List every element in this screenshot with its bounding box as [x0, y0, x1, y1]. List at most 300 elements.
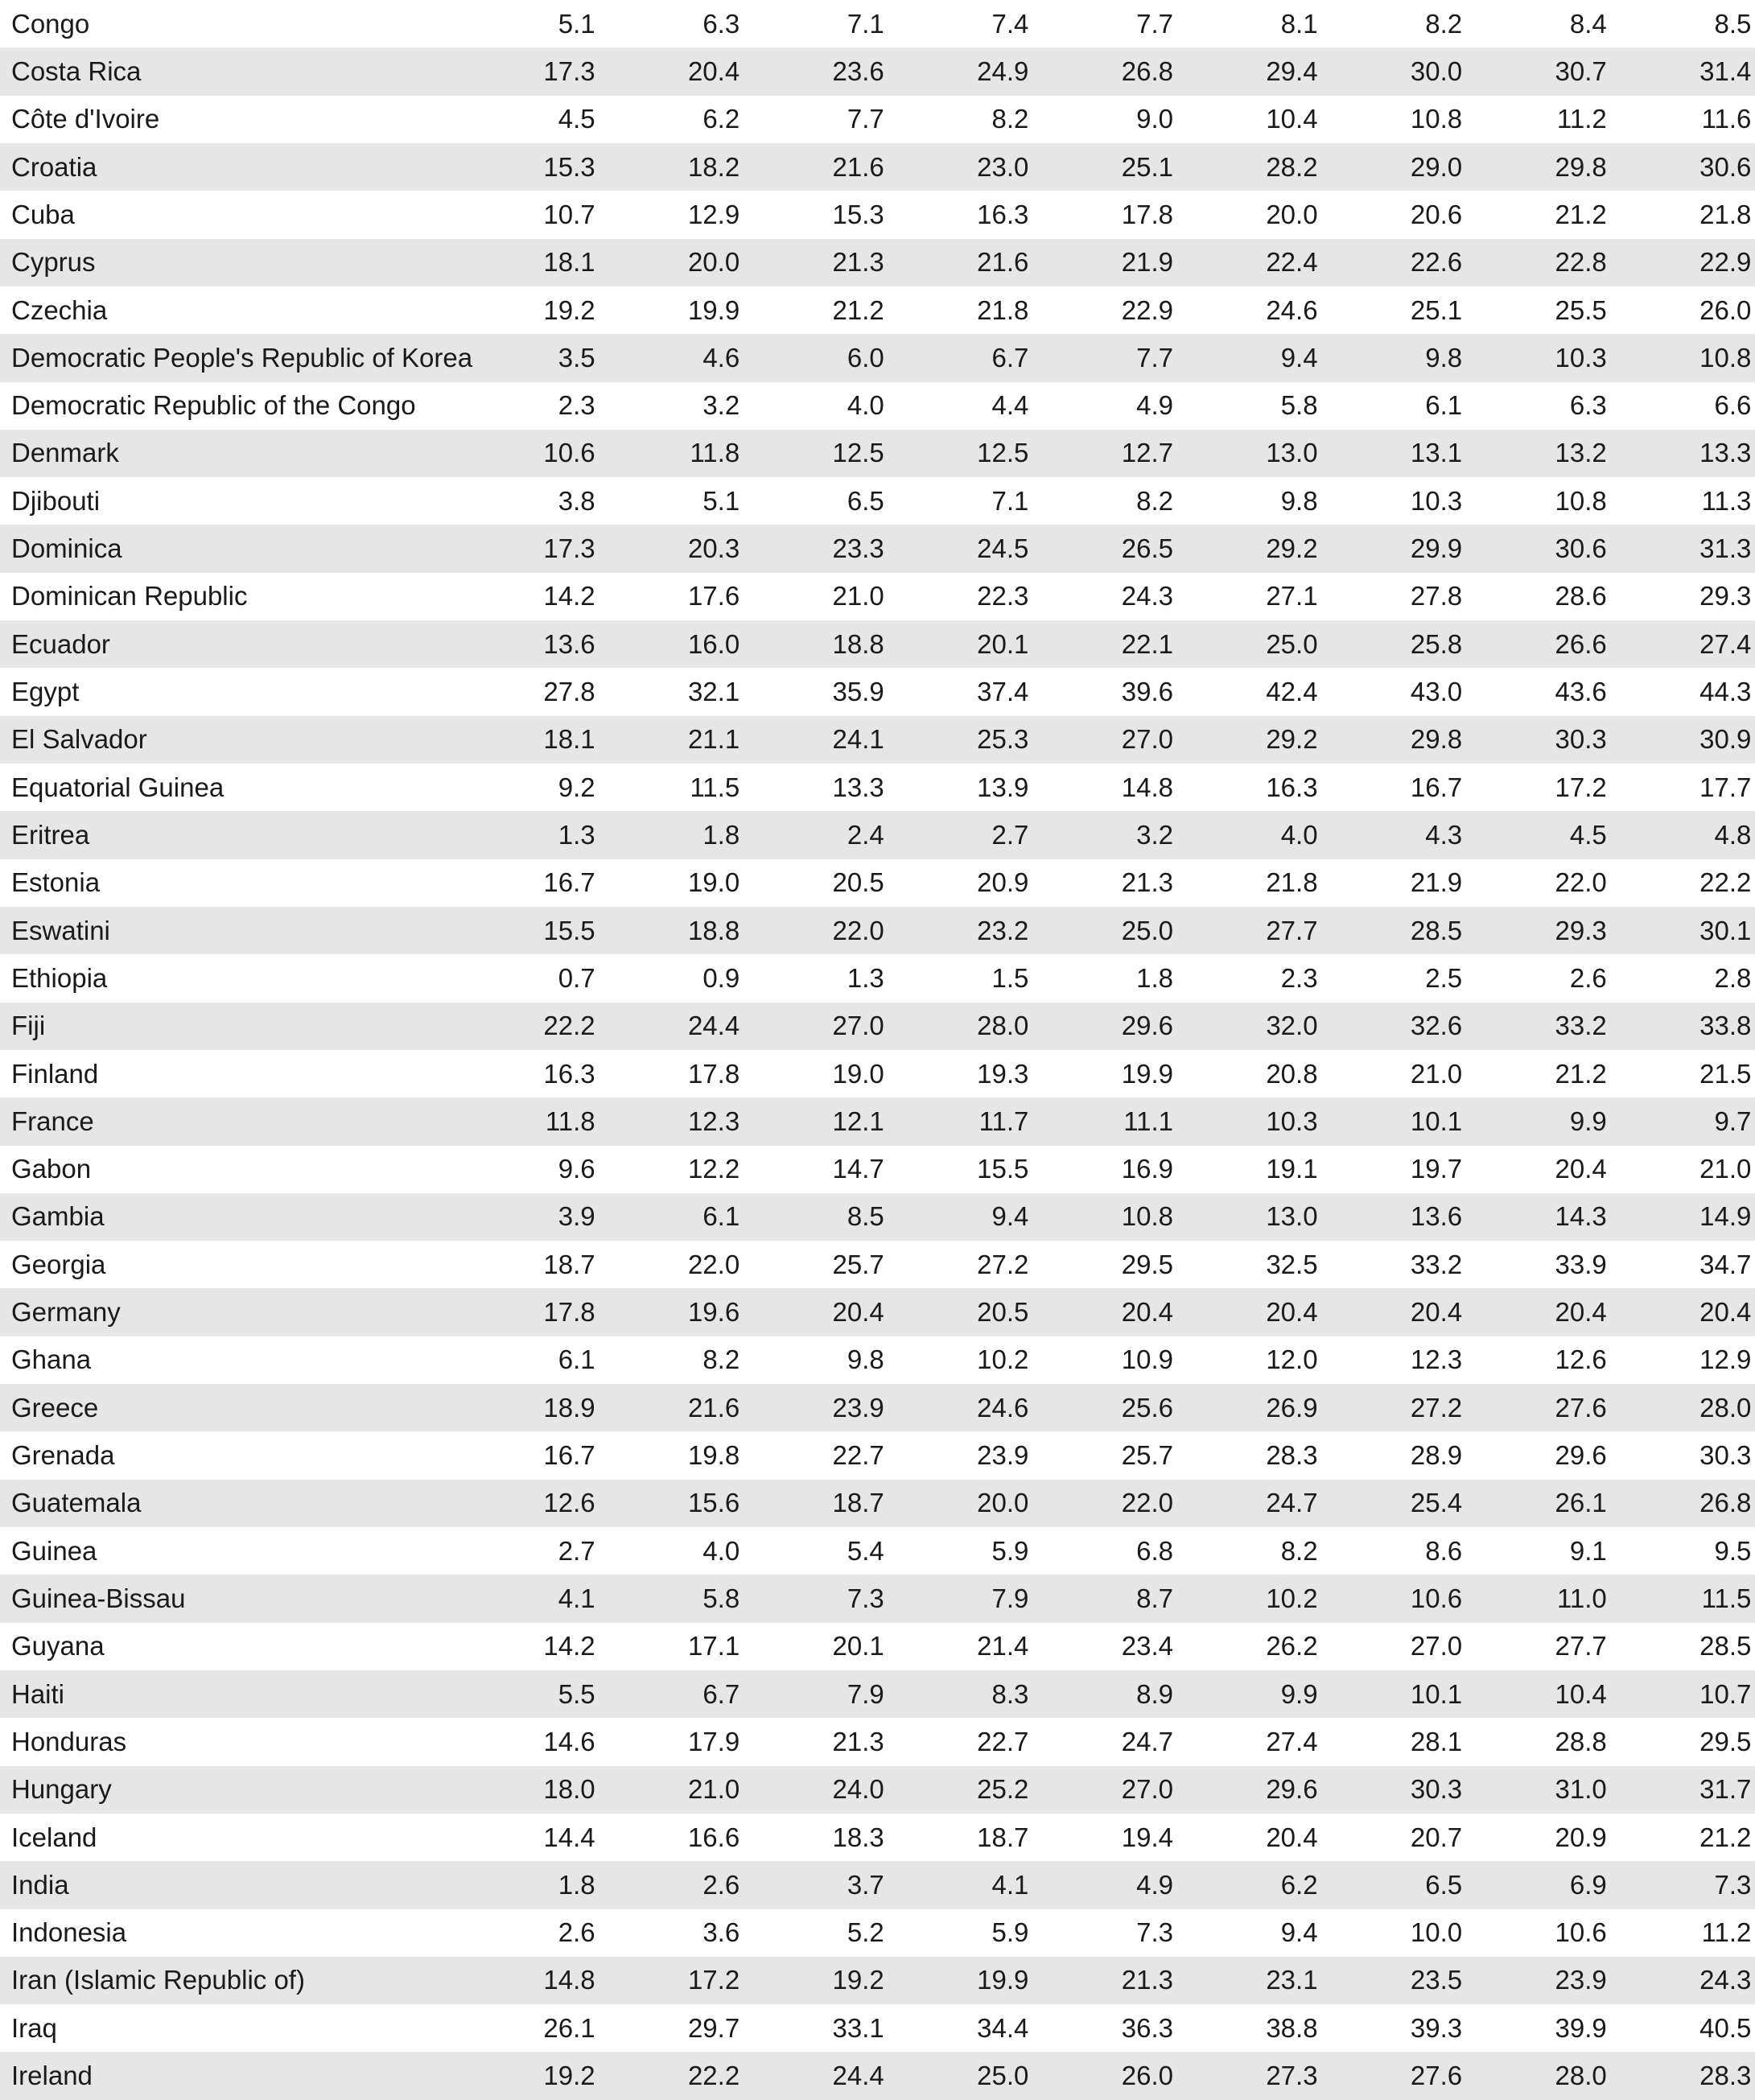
value-cell: 18.7 — [977, 1822, 1029, 1852]
value-cell: 30.9 — [1699, 724, 1752, 755]
value-cell: 29.5 — [1121, 1249, 1173, 1279]
table-row — [0, 239, 1755, 286]
table-row — [0, 1575, 1755, 1622]
value-cell: 21.9 — [1410, 867, 1463, 898]
country-name-cell: Fiji — [11, 1011, 46, 1041]
table-row — [0, 620, 1755, 668]
table-row — [0, 1050, 1755, 1097]
value-cell: 16.3 — [543, 1058, 595, 1089]
value-cell: 30.7 — [1555, 56, 1607, 86]
value-cell: 23.3 — [832, 533, 884, 564]
value-cell: 17.7 — [1699, 772, 1752, 802]
value-cell: 23.2 — [977, 915, 1029, 945]
value-cell: 14.2 — [543, 1631, 595, 1661]
value-cell: 18.8 — [687, 915, 740, 945]
value-cell: 3.8 — [558, 485, 595, 516]
value-cell: 10.8 — [1555, 485, 1607, 516]
table-row — [0, 716, 1755, 764]
value-cell: 21.6 — [687, 1392, 740, 1423]
value-cell: 13.6 — [1410, 1201, 1463, 1232]
value-cell: 2.8 — [1714, 962, 1752, 993]
country-name-cell: Ireland — [11, 2061, 93, 2091]
table-row — [0, 573, 1755, 620]
country-name-cell: Eswatini — [11, 915, 110, 945]
value-cell: 24.3 — [1121, 581, 1173, 611]
value-cell: 3.2 — [702, 390, 740, 421]
value-cell: 6.7 — [991, 342, 1029, 373]
value-cell: 13.3 — [1699, 438, 1752, 468]
value-cell: 16.9 — [1121, 1154, 1173, 1184]
value-cell: 11.0 — [1556, 1583, 1607, 1613]
value-cell: 29.8 — [1410, 724, 1463, 755]
country-name-cell: Denmark — [11, 438, 119, 468]
country-name-cell: Dominica — [11, 533, 122, 564]
value-cell: 12.6 — [1555, 1344, 1607, 1375]
value-cell: 2.4 — [847, 819, 884, 850]
value-cell: 19.0 — [832, 1058, 884, 1089]
value-cell: 7.7 — [1136, 342, 1173, 373]
value-cell: 11.5 — [1701, 1583, 1752, 1613]
value-cell: 24.7 — [1121, 1726, 1173, 1756]
value-cell: 2.7 — [558, 1535, 595, 1566]
value-cell: 19.2 — [832, 1965, 884, 1995]
table-row — [0, 0, 1755, 47]
value-cell: 3.9 — [558, 1201, 595, 1232]
value-cell: 14.3 — [1555, 1201, 1607, 1232]
value-cell: 7.4 — [991, 8, 1029, 39]
value-cell: 14.9 — [1699, 1201, 1752, 1232]
value-cell: 30.3 — [1410, 1774, 1463, 1805]
value-cell: 22.3 — [977, 581, 1029, 611]
value-cell: 2.7 — [991, 819, 1029, 850]
value-cell: 6.6 — [1714, 390, 1752, 421]
value-cell: 8.5 — [1714, 8, 1752, 39]
value-cell: 4.6 — [702, 342, 740, 373]
country-name-cell: Cuba — [11, 199, 75, 229]
value-cell: 12.7 — [1121, 438, 1173, 468]
value-cell: 20.6 — [1410, 199, 1463, 229]
value-cell: 27.0 — [1410, 1631, 1463, 1661]
value-cell: 8.7 — [1136, 1583, 1173, 1613]
value-cell: 7.9 — [847, 1678, 884, 1709]
value-cell: 9.7 — [1714, 1106, 1752, 1136]
value-cell: 18.2 — [687, 151, 740, 182]
value-cell: 18.1 — [543, 724, 595, 755]
value-cell: 12.1 — [832, 1106, 884, 1136]
value-cell: 12.5 — [977, 438, 1029, 468]
value-cell: 11.6 — [1701, 104, 1752, 134]
value-cell: 8.2 — [1280, 1535, 1318, 1566]
value-cell: 28.0 — [1699, 1392, 1752, 1423]
value-cell: 27.0 — [1121, 1774, 1173, 1805]
value-cell: 30.1 — [1699, 915, 1752, 945]
value-cell: 2.5 — [1425, 962, 1463, 993]
value-cell: 27.4 — [1699, 628, 1752, 659]
value-cell: 23.9 — [832, 1392, 884, 1423]
value-cell: 18.7 — [543, 1249, 595, 1279]
country-name-cell: Democratic People's Republic of Korea — [11, 342, 473, 373]
value-cell: 19.8 — [687, 1440, 740, 1471]
value-cell: 2.6 — [702, 1869, 740, 1900]
value-cell: 4.4 — [991, 390, 1029, 421]
value-cell: 19.7 — [1410, 1154, 1463, 1184]
value-cell: 15.3 — [832, 199, 884, 229]
value-cell: 17.6 — [687, 581, 740, 611]
value-cell: 27.3 — [1266, 2061, 1318, 2091]
table-row — [0, 477, 1755, 525]
value-cell: 20.4 — [1121, 1297, 1173, 1328]
value-cell: 24.3 — [1699, 1965, 1752, 1995]
value-cell: 29.9 — [1410, 533, 1463, 564]
value-cell: 20.4 — [1555, 1297, 1607, 1328]
value-cell: 28.0 — [977, 1011, 1029, 1041]
value-cell: 17.8 — [1121, 199, 1173, 229]
value-cell: 17.1 — [687, 1631, 740, 1661]
country-name-cell: Egypt — [11, 677, 80, 707]
value-cell: 6.2 — [702, 104, 740, 134]
value-cell: 1.8 — [1136, 962, 1173, 993]
value-cell: 13.9 — [977, 772, 1029, 802]
value-cell: 29.0 — [1410, 151, 1463, 182]
value-cell: 16.7 — [543, 867, 595, 898]
value-cell: 12.5 — [832, 438, 884, 468]
table-row — [0, 2004, 1755, 2052]
value-cell: 20.4 — [832, 1297, 884, 1328]
value-cell: 1.8 — [558, 1869, 595, 1900]
value-cell: 12.9 — [687, 199, 740, 229]
value-cell: 28.2 — [1266, 151, 1318, 182]
value-cell: 9.8 — [1280, 485, 1318, 516]
value-cell: 21.4 — [977, 1631, 1029, 1661]
value-cell: 22.2 — [687, 2061, 740, 2091]
value-cell: 28.1 — [1410, 1726, 1463, 1756]
value-cell: 6.1 — [702, 1201, 740, 1232]
table-row — [0, 1670, 1755, 1718]
value-cell: 21.0 — [832, 581, 884, 611]
value-cell: 33.8 — [1699, 1011, 1752, 1041]
value-cell: 32.5 — [1266, 1249, 1318, 1279]
value-cell: 7.1 — [847, 8, 884, 39]
value-cell: 9.4 — [1280, 342, 1318, 373]
value-cell: 1.3 — [847, 962, 884, 993]
value-cell: 8.1 — [1280, 8, 1318, 39]
country-name-cell: Gambia — [11, 1201, 105, 1232]
value-cell: 16.6 — [687, 1822, 740, 1852]
value-cell: 24.0 — [832, 1774, 884, 1805]
value-cell: 0.7 — [558, 962, 595, 993]
value-cell: 22.0 — [832, 915, 884, 945]
value-cell: 11.3 — [1701, 485, 1752, 516]
value-cell: 11.7 — [978, 1106, 1029, 1136]
country-name-cell: Ghana — [11, 1344, 92, 1375]
table-row — [0, 191, 1755, 238]
value-cell: 33.2 — [1410, 1249, 1463, 1279]
value-cell: 5.8 — [1280, 390, 1318, 421]
table-row — [0, 525, 1755, 572]
value-cell: 20.9 — [977, 867, 1029, 898]
value-cell: 7.3 — [1136, 1917, 1173, 1948]
value-cell: 20.1 — [832, 1631, 884, 1661]
value-cell: 22.6 — [1410, 247, 1463, 278]
value-cell: 23.5 — [1410, 1965, 1463, 1995]
value-cell: 14.2 — [543, 581, 595, 611]
value-cell: 24.6 — [977, 1392, 1029, 1423]
value-cell: 21.2 — [1555, 1058, 1607, 1089]
value-cell: 16.7 — [543, 1440, 595, 1471]
value-cell: 9.9 — [1280, 1678, 1318, 1709]
value-cell: 16.7 — [1410, 772, 1463, 802]
country-name-cell: India — [11, 1869, 69, 1900]
country-name-cell: Honduras — [11, 1726, 127, 1756]
table-row — [0, 1527, 1755, 1575]
value-cell: 25.3 — [977, 724, 1029, 755]
value-cell: 4.0 — [1280, 819, 1318, 850]
value-cell: 6.0 — [847, 342, 884, 373]
value-cell: 27.2 — [977, 1249, 1029, 1279]
value-cell: 20.5 — [977, 1297, 1029, 1328]
country-name-cell: Croatia — [11, 151, 97, 182]
value-cell: 27.2 — [1410, 1392, 1463, 1423]
value-cell: 6.1 — [1425, 390, 1463, 421]
value-cell: 3.6 — [702, 1917, 740, 1948]
value-cell: 10.7 — [543, 199, 595, 229]
value-cell: 36.3 — [1121, 2012, 1173, 2043]
table-row — [0, 1431, 1755, 1479]
value-cell: 30.3 — [1555, 724, 1607, 755]
value-cell: 17.2 — [687, 1965, 740, 1995]
table-row — [0, 382, 1755, 430]
value-cell: 9.8 — [1425, 342, 1463, 373]
value-cell: 22.4 — [1266, 247, 1318, 278]
value-cell: 10.3 — [1410, 485, 1463, 516]
value-cell: 4.0 — [702, 1535, 740, 1566]
value-cell: 18.7 — [832, 1488, 884, 1518]
value-cell: 21.3 — [1121, 1965, 1173, 1995]
value-cell: 31.4 — [1699, 56, 1752, 86]
value-cell: 6.2 — [1280, 1869, 1318, 1900]
value-cell: 28.6 — [1555, 581, 1607, 611]
value-cell: 6.9 — [1569, 1869, 1607, 1900]
value-cell: 27.6 — [1410, 2061, 1463, 2091]
value-cell: 8.6 — [1425, 1535, 1463, 1566]
value-cell: 20.0 — [687, 247, 740, 278]
value-cell: 20.5 — [832, 867, 884, 898]
value-cell: 20.4 — [1266, 1297, 1318, 1328]
value-cell: 12.6 — [543, 1488, 595, 1518]
table-row — [0, 1623, 1755, 1670]
value-cell: 33.9 — [1555, 1249, 1607, 1279]
value-cell: 26.0 — [1699, 294, 1752, 325]
value-cell: 22.2 — [543, 1011, 595, 1041]
value-cell: 5.5 — [558, 1678, 595, 1709]
value-cell: 23.1 — [1266, 1965, 1318, 1995]
value-cell: 21.1 — [687, 724, 740, 755]
value-cell: 9.8 — [847, 1344, 884, 1375]
value-cell: 17.8 — [543, 1297, 595, 1328]
table-row — [0, 1718, 1755, 1765]
value-cell: 8.2 — [702, 1344, 740, 1375]
value-cell: 22.7 — [977, 1726, 1029, 1756]
value-cell: 9.5 — [1714, 1535, 1752, 1566]
value-cell: 21.6 — [832, 151, 884, 182]
value-cell: 22.2 — [1699, 867, 1752, 898]
value-cell: 29.8 — [1555, 151, 1607, 182]
value-cell: 28.3 — [1699, 2061, 1752, 2091]
country-name-cell: Dominican Republic — [11, 581, 248, 611]
value-cell: 13.0 — [1266, 438, 1318, 468]
value-cell: 25.2 — [977, 1774, 1029, 1805]
value-cell: 42.4 — [1266, 677, 1318, 707]
value-cell: 13.3 — [832, 772, 884, 802]
value-cell: 31.7 — [1699, 1774, 1752, 1805]
value-cell: 24.5 — [977, 533, 1029, 564]
value-cell: 10.2 — [977, 1344, 1029, 1375]
country-name-cell: Eritrea — [11, 819, 90, 850]
value-cell: 16.3 — [1266, 772, 1318, 802]
value-cell: 20.4 — [1266, 1822, 1318, 1852]
value-cell: 27.6 — [1555, 1392, 1607, 1423]
value-cell: 27.8 — [543, 677, 595, 707]
table-row — [0, 668, 1755, 715]
value-cell: 21.5 — [1699, 1058, 1752, 1089]
country-name-cell: Djibouti — [11, 485, 101, 516]
value-cell: 26.8 — [1121, 56, 1173, 86]
value-cell: 19.4 — [1121, 1822, 1173, 1852]
country-name-cell: Iceland — [11, 1822, 97, 1852]
table-row — [0, 1288, 1755, 1336]
country-name-cell: Greece — [11, 1392, 99, 1423]
value-cell: 24.1 — [832, 724, 884, 755]
value-cell: 22.9 — [1121, 294, 1173, 325]
value-cell: 18.0 — [543, 1774, 595, 1805]
country-name-cell: Guatemala — [11, 1488, 142, 1518]
value-cell: 16.3 — [977, 199, 1029, 229]
value-cell: 24.6 — [1266, 294, 1318, 325]
value-cell: 5.2 — [847, 1917, 884, 1948]
value-cell: 10.1 — [1410, 1106, 1463, 1136]
value-cell: 29.2 — [1266, 533, 1318, 564]
value-cell: 4.8 — [1714, 819, 1752, 850]
value-cell: 27.7 — [1266, 915, 1318, 945]
country-name-cell: Guyana — [11, 1631, 105, 1661]
value-cell: 19.0 — [687, 867, 740, 898]
country-name-cell: Côte d'Ivoire — [11, 104, 160, 134]
value-cell: 25.7 — [832, 1249, 884, 1279]
value-cell: 21.0 — [1410, 1058, 1463, 1089]
value-cell: 10.9 — [1121, 1344, 1173, 1375]
value-cell: 0.9 — [702, 962, 740, 993]
value-cell: 19.1 — [1266, 1154, 1318, 1184]
value-cell: 26.2 — [1266, 1631, 1318, 1661]
value-cell: 10.8 — [1410, 104, 1463, 134]
value-cell: 30.6 — [1699, 151, 1752, 182]
value-cell: 40.5 — [1699, 2012, 1752, 2043]
value-cell: 12.2 — [687, 1154, 740, 1184]
value-cell: 39.6 — [1121, 677, 1173, 707]
country-name-cell: Germany — [11, 1297, 121, 1328]
value-cell: 20.8 — [1266, 1058, 1318, 1089]
value-cell: 39.9 — [1555, 2012, 1607, 2043]
value-cell: 11.8 — [545, 1106, 595, 1136]
value-cell: 2.3 — [1280, 962, 1318, 993]
value-cell: 25.8 — [1410, 628, 1463, 659]
value-cell: 4.1 — [991, 1869, 1029, 1900]
value-cell: 21.8 — [977, 294, 1029, 325]
value-cell: 29.7 — [687, 2012, 740, 2043]
value-cell: 17.9 — [687, 1726, 740, 1756]
value-cell: 22.0 — [1121, 1488, 1173, 1518]
value-cell: 28.5 — [1699, 1631, 1752, 1661]
value-cell: 9.6 — [558, 1154, 595, 1184]
country-name-cell: Indonesia — [11, 1917, 127, 1948]
country-name-cell: El Salvador — [11, 724, 147, 755]
value-cell: 20.0 — [977, 1488, 1029, 1518]
value-cell: 15.5 — [977, 1154, 1029, 1184]
value-cell: 34.4 — [977, 2012, 1029, 2043]
country-name-cell: Guinea-Bissau — [11, 1583, 186, 1613]
value-cell: 12.0 — [1266, 1344, 1318, 1375]
table-row — [0, 286, 1755, 334]
value-cell: 43.0 — [1410, 677, 1463, 707]
value-cell: 17.2 — [1555, 772, 1607, 802]
table-row — [0, 1241, 1755, 1288]
value-cell: 9.4 — [991, 1201, 1029, 1232]
value-cell: 5.1 — [558, 8, 595, 39]
value-cell: 10.6 — [1555, 1917, 1607, 1948]
value-cell: 8.2 — [1425, 8, 1463, 39]
value-cell: 17.3 — [543, 56, 595, 86]
value-cell: 25.1 — [1410, 294, 1463, 325]
country-name-cell: Equatorial Guinea — [11, 772, 225, 802]
value-cell: 27.0 — [832, 1011, 884, 1041]
value-cell: 10.8 — [1699, 342, 1752, 373]
value-cell: 22.9 — [1699, 247, 1752, 278]
value-cell: 2.6 — [1569, 962, 1607, 993]
value-cell: 15.5 — [543, 915, 595, 945]
value-cell: 16.0 — [687, 628, 740, 659]
value-cell: 21.6 — [977, 247, 1029, 278]
country-name-cell: Grenada — [11, 1440, 115, 1471]
value-cell: 20.4 — [687, 56, 740, 86]
value-cell: 22.8 — [1555, 247, 1607, 278]
value-cell: 29.3 — [1555, 915, 1607, 945]
table-row — [0, 1097, 1755, 1145]
value-cell: 14.4 — [543, 1822, 595, 1852]
value-cell: 14.8 — [543, 1965, 595, 1995]
value-cell: 11.2 — [1556, 104, 1607, 134]
value-cell: 11.8 — [690, 438, 740, 468]
value-cell: 21.0 — [1699, 1154, 1752, 1184]
value-cell: 28.0 — [1555, 2061, 1607, 2091]
value-cell: 31.3 — [1699, 533, 1752, 564]
value-cell: 2.3 — [558, 390, 595, 421]
value-cell: 26.1 — [543, 2012, 595, 2043]
value-cell: 29.5 — [1699, 1726, 1752, 1756]
value-cell: 13.6 — [543, 628, 595, 659]
value-cell: 18.9 — [543, 1392, 595, 1423]
value-cell: 1.3 — [558, 819, 595, 850]
value-cell: 26.8 — [1699, 1488, 1752, 1518]
value-cell: 23.9 — [1555, 1965, 1607, 1995]
value-cell: 15.3 — [543, 151, 595, 182]
value-cell: 8.2 — [991, 104, 1029, 134]
value-cell: 37.4 — [977, 677, 1029, 707]
value-cell: 19.2 — [543, 294, 595, 325]
value-cell: 29.6 — [1555, 1440, 1607, 1471]
value-cell: 13.2 — [1555, 438, 1607, 468]
value-cell: 28.9 — [1410, 1440, 1463, 1471]
value-cell: 13.1 — [1410, 438, 1463, 468]
